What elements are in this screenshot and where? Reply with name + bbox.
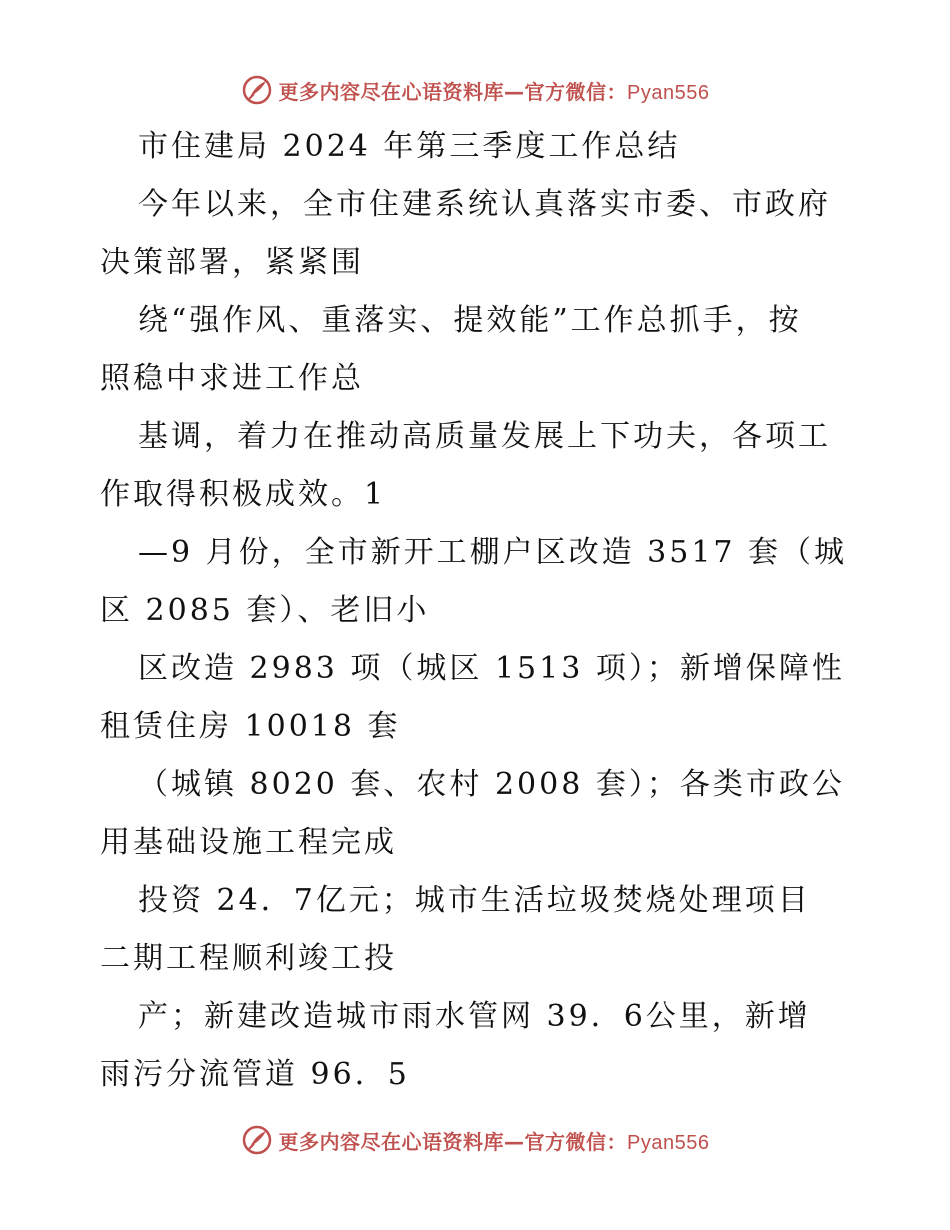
text-line: 区改造 2983 项（城区 1513 项）；新增保障性 bbox=[138, 651, 845, 686]
text-line: （城镇 8020 套、农村 2008 套）；各类市政公 bbox=[138, 767, 845, 802]
watermark-text: 更多内容尽在心语资料库—官方微信：Pyan556 bbox=[278, 79, 710, 104]
header-watermark bbox=[0, 72, 950, 108]
text-line: 租赁住房 10018 套 bbox=[100, 709, 401, 744]
text-line: 绕“强作风、重落实、提效能”工作总抓手，按 bbox=[138, 303, 802, 338]
feather-pen-icon bbox=[241, 74, 273, 106]
text-line: 用基础设施工程完成 bbox=[100, 825, 397, 860]
document-body bbox=[100, 118, 860, 1104]
text-line: 今年以来，全市住建系统认真落实市委、市政府 bbox=[138, 187, 831, 222]
text-line: 照稳中求进工作总 bbox=[100, 361, 364, 396]
watermark-text: 更多内容尽在心语资料库—官方微信：Pyan556 bbox=[278, 1129, 710, 1154]
watermark-wechat-id: Pyan556 bbox=[627, 81, 710, 104]
text-line: —9 月份，全市新开工棚户区改造 3517 套（城 bbox=[138, 535, 848, 570]
document-title: 市住建局 2024 年第三季度工作总结 bbox=[138, 129, 681, 164]
text-line: 决策部署，紧紧围 bbox=[100, 245, 364, 280]
text-line: 基调，着力在推动高质量发展上下功夫，各项工 bbox=[138, 419, 831, 454]
text-line: 产；新建改造城市雨水管网 39．6公里，新增 bbox=[138, 999, 811, 1034]
text-line: 投资 24．7亿元；城市生活垃圾焚烧处理项目 bbox=[138, 883, 811, 918]
text-line: 二期工程顺利竣工投 bbox=[100, 941, 397, 976]
watermark-wechat-id: Pyan556 bbox=[627, 1131, 710, 1154]
text-line: 区 2085 套）、老旧小 bbox=[100, 593, 430, 628]
feather-pen-icon bbox=[241, 1124, 273, 1156]
footer-watermark bbox=[0, 1122, 950, 1158]
text-line: 作取得积极成效。1 bbox=[100, 477, 387, 512]
text-line: 雨污分流管道 96．5 bbox=[100, 1057, 410, 1092]
